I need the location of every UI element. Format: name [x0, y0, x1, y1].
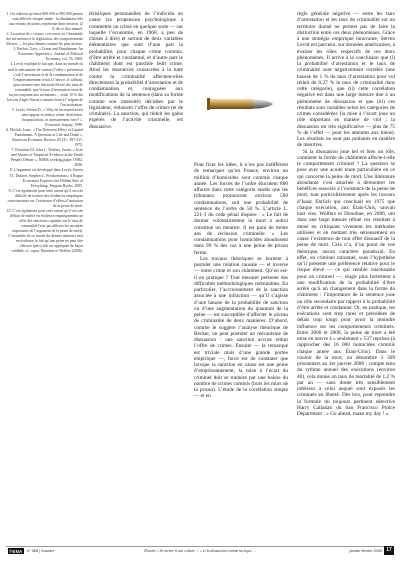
- article-column-3: [297, 11, 395, 417]
- paragraph: téristiques personnelles de l’individu en cause (sa propension psychologique à commettre un crime en quelque sorte — sur laquelle l’économie, en 1968, a peu de choses à dire) et surtout de deux variables élémentaires que sont d’une part la probabilité, pour chaque crime commis, d’être arrêté et condamné, et d’autre part le châtiment dont est passible ledit crime. Ainsi les ressources consacrées à la lutte contre la criminalité affectent-elles directement la probabilité d’arrestation et de condamnation et, conjuguées aux modifications de la sentence (dans sa forme comme son intensité) décidées par le législateur, réduisent l’offre de crimes (et de criminels). La sanction, qui réduit les gains espérés de l’activité criminelle, est dissuasive.: [89, 11, 183, 130]
- issue-number: n° 388 | Dossier: [27, 549, 55, 553]
- footnote: 8. L’argument est développé dans Levitt, Steven D., Dubner, Stephen J., Freakonomics: A Rogue Economist Explores the Hidden Side of Everything, Penguin Books, 2005.: [9, 168, 83, 188]
- bullet-icon: [89, 11, 288, 159]
- sidebar-notes: [6, 12, 83, 254]
- footnote: 1. On relèvera qu’entre 800 000 et 900 000 permis sont délivrés chaque année : la diminution tôle aux retraits de points représente donc environ 12 % de ce flux annuel.: [6, 12, 83, 32]
- footer-rule: [6, 546, 394, 547]
- paragraph: Si la dissuasion joue bel et bien un rôle, comment la forme du châtiment affecte-t-elle le comportement criminel ? La question se pose avec une acuité toute particulière en ce qui concerne la peine de mort. Une littérature abondante s’est attachée à démontrer les bénéfices associés à l’existence de la peine de mort, tout particulièrement après les travaux d’Isaac Ehrlich qui concluait en 1975 que chaque exécution, aux États-Unis, sauvait huit vies. Wolfers et Donohue, en 2006, ont dans une large mesure réfuté ces résultats à mené en critiquant vivement les méthodes utilisées et en mettant très sérieusement en cause l’existence de tout effet dissuasif de la peine de mort. Cela n’a, d’un point de vue théorique, aucun caractère paradoxal. En effet, un criminel rationnel, sous l’hypothèse qu’il présente une préférence relative pour le risque élevé — ce qui semble raisonnable pour un criminel —, réagit plus fortement à une modification de la probabilité d’être arrêté qu’à un changement dans la forme du châtiment : l’importance de la sentence joue un rôle secondaire par rapport à la probabilité d’être arrêté et condamné. Or, en pratique, les exécutions sont trop rares et précédées de délais trop longs pour avoir la moindre influence sur les comportements criminels. Entre 2000 et 2008, la peine de mort a été mise en œuvre à « seulement » 537 reprises (à rapprocher des 16 000 homicides commis chaque année aux États-Unis). Dans le couloir de la mort, on dénombre 3 309 prisonniers au 1er janvier 2008 ; compte tenu du rythme annuel des exécutions (environ 40), cela donne un taux de mortalité de 1,2 % par an — sans doute très sensiblement inférieur à celui auquel sont exposés les criminels en liberté. Dès lors, pour reprendre la formule du toujours pertinent détective Harry Callahan du San Francisco Police Department : « Go ahead, make my day ! »: [297, 148, 395, 417]
- footnote: 10. C’est également pour cette raison qu’il est très délicat de mettre en évidence empiriquement un effet des sanctions capitales sur le taux de criminalité (voir par ailleurs les encadrés importants de l’argument de la peine de mort). L’ensemble de ce travail du dernier trimestre met en évidence le fait qu’une peine ne peut être efficace que si elle est appliquée de façon crédible, cf. supra, Donohue et Wolfers (2006).: [6, 208, 83, 254]
- paragraph: Les travaux théoriques se bornent à postuler une relation causale — et inverse — entre crime et son châtiment. Qu’en est-il en pratique ? Tout mesurer présente des difficultés méthodologiques redoutables. En particulier, l’accroissement de la sanction associée à une infraction — qu’il s’agisse d’une hausse de la probabilité de sanction ou d’une augmentation du quantum de la peine — est susceptible d’affecter le niveau de criminalité de deux manières. D’abord, comme le suggère l’analyse théorique de Becker, on peut postuler un mécanisme de dissuasion : une sanction accrue réduit l’offre de crimes. Ensuite — la remarque est triviale mais d’une grande portée empirique —, force est de constater que lorsque la sanction en cause est une peine d’emprisonnement, la mise à l’écart du criminel doit se traduire par une baisse du nombre de crimes commis (hors les murs de la prison). L’étude de la corrélation simple — et en: [194, 255, 288, 400]
- footnote: 3. Becker, Gary, « Crime and Punishment: An Economic Approach », Journal of Political Economy, vol. 76, 1968.: [13, 47, 83, 62]
- page-number: 17: [384, 546, 394, 555]
- paragraph: règle générale négative — entre les taux d’arrestation et les taux de criminalité sur un territoire donné ne permet pas de faire la distinction entre ces deux phénomènes. Grâce à une stratégie empirique innovante, Steven Levitt est parvenu, sur données américaines, à évaluer les rôles respectifs de ces deux phénomènes. Il arrive à la conclusion que (i) la probabilité d’arrestation et le taux de criminalité sont négativement corrélés (une hausse de 1 % du taux d’arrestation pour vol réduit de 0,27 % le taux de criminalité dans cette catégorie), que (ii) cette corrélation négative est dans une large mesure due à un phénomène de dissuasion et que (iii) ces résultats sont variables selon les catégories de crimes considérées (la mise à l’écart joue un rôle important en matière de viol ; la dissuasion est très significative — plus de 75 % de l’effet — pour les atteintes aux biens). Les résultats ne sont pas probants en matière de meurtres.: [297, 11, 395, 149]
- paragraph: Pour fixer les idées, il n’est pas indifférent de remarquer qu’en France, environ un million d’homicides sont commis chaque année. Les forces de l’ordre élucident 800 affaires dans cette catégorie tandis que les tribunaux prononcent environ 500 condamnations, soit une probabilité de sentence de l’ordre de 50 %. L’article L. 221-1 du code pénal dispose : « Le fait de donner volontairement la mort à autrui constitue un meurtre. Il est puni de trente ans de réclusion criminelle. » Les condamnations pour homicides aboutissent dans 99 % des cas à une peine de prison ferme.: [194, 162, 288, 256]
- footnote: 2. La notion de « crimes » recouvre ici l’ensemble des infractions à la législation, des comportements illicites — les plus bénins comme les plus sérieux.: [6, 32, 83, 47]
- page-footer: [0, 545, 400, 555]
- running-head: Dossier « Se mettre à une culture … » et la dissuasion comme tactique …: [144, 549, 256, 553]
- article-column-2-text: [194, 162, 288, 400]
- issue-date: janvier-février 2009: [349, 549, 382, 553]
- footnote: 5. Levitt, Steven D., « Why do increased arrest rates appear to reduce crime: deterrence, incapacitation, or measurement error? », Economic Inquiry, 1998.: [11, 107, 83, 128]
- bullet-illustration: [89, 11, 288, 159]
- footnote: 9. C’est également pour cette raison qu’il est très difficile de trouver des évidences empiriques convaincantes sur l’existence d’effets d’incitation de la peine de mort.: [7, 188, 83, 208]
- footnote: 4. Levitt explique le fait que, dans un monde où seul le mécanisme de crainte (l’effet « prévention ») de l’arrestation et de la condamnation et de l’emprisonnement serait à l’œuvre, il suffirait, pour montrer une élasticité élevée des taux de criminalité, que le taux d’arrestation varie de façon conjointe aux incitations… seuls 10 % des lois (en Anglo-Saxon) commis étant à l’origine de l’incarcération.: [6, 62, 83, 107]
- magazine-logo: l’ENA: [9, 548, 23, 554]
- footnote: 6. Ehrlich, Isaac, « The Deterrent Effect of Capital Punishment: A Question of Life and Death », American Economic Review, 65 (3) : 397-417, 1975.: [6, 128, 83, 148]
- footnote: 7. Donohue III, John J., Wolfers, Justin, « Uses and Abuses of Empirical Evidence in the Death Penalty Debate », NBER working paper 11982, 2006.: [10, 148, 83, 168]
- article-column-2: [194, 11, 288, 159]
